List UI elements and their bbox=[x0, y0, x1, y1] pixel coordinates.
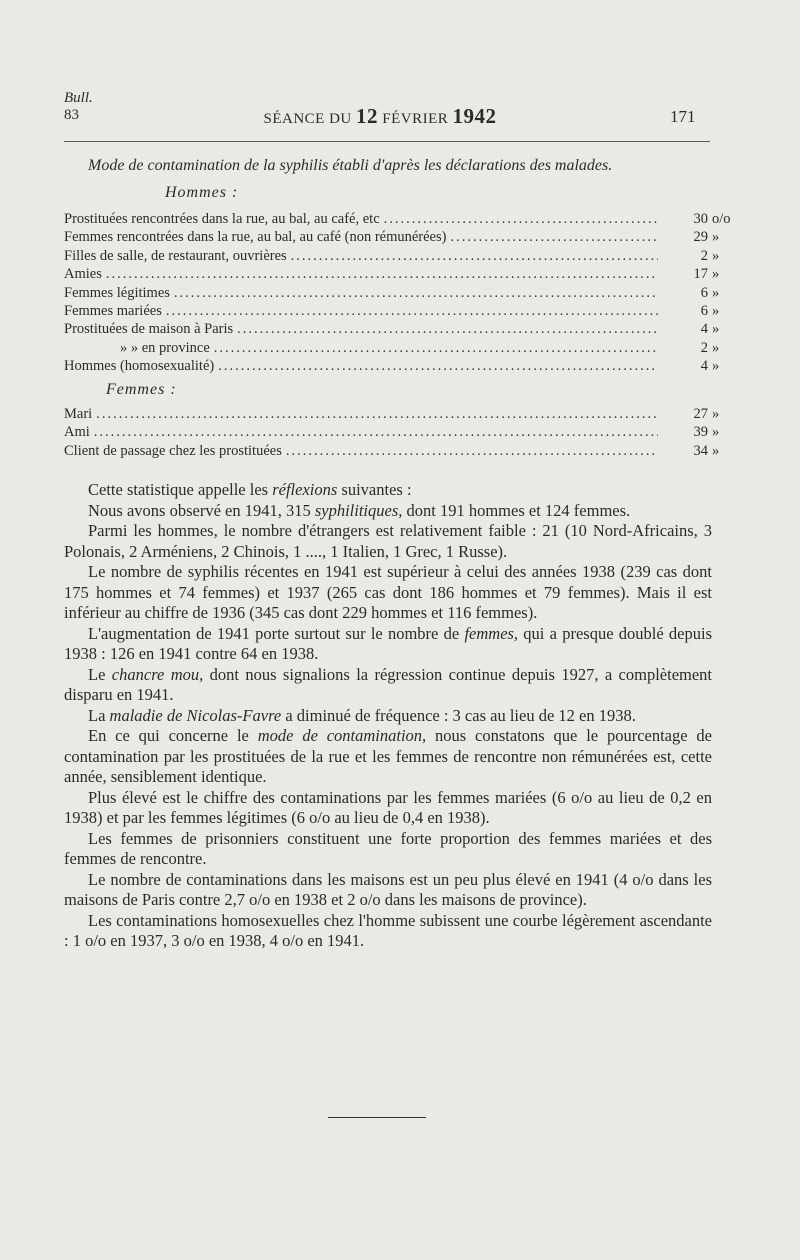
stat-label: Prostituées de maison à Paris bbox=[64, 321, 234, 338]
stat-label: » » en province bbox=[120, 339, 210, 356]
paragraph: La maladie de Nicolas-Favre a diminué de fréquence : 3 cas au lieu de 12 en 1938. bbox=[88, 705, 636, 725]
stat-value: 2 bbox=[700, 339, 708, 356]
running-title-day: 12 bbox=[356, 104, 378, 128]
stat-row: Femmes mariées ..... 6 » bbox=[64, 302, 712, 320]
bulletin-reference bbox=[64, 90, 93, 124]
stat-row: Filles de salle, de restaurant, ouvrières ..... 2 » bbox=[64, 247, 712, 265]
paragraph: En ce qui concerne le mode de contamination, nous constatons que le pourcentage de contamination par les prostituées de la rue et les femmes de rencontre non rémunérées est, cette année, sensiblement identique. bbox=[64, 726, 712, 786]
dot-leader bbox=[94, 423, 658, 441]
table-caption: Mode de contamination de la syphilis établi d'après les déclarations des malades. bbox=[88, 157, 613, 174]
stat-value: 29 bbox=[693, 229, 708, 246]
stat-label: Filles de salle, de restaurant, ouvrières bbox=[64, 247, 287, 264]
stat-row: Amies ..... 17 » bbox=[64, 265, 712, 283]
dot-leader bbox=[96, 405, 658, 423]
stat-value: 2 bbox=[700, 247, 708, 264]
dot-leader bbox=[166, 302, 658, 320]
stat-value: 30 bbox=[693, 211, 708, 227]
stat-row: Prostituées de maison à Paris ..... 4 » bbox=[64, 320, 712, 338]
stat-row: Femmes légitimes ..... 6 » bbox=[64, 284, 712, 302]
stat-value: 27 bbox=[693, 406, 708, 422]
stat-row: Ami ..... 39 » bbox=[64, 423, 712, 441]
end-rule bbox=[328, 1117, 426, 1118]
stat-label: Amies bbox=[64, 266, 102, 283]
stat-label: Ami bbox=[64, 424, 90, 441]
stat-value: 34 bbox=[693, 442, 708, 459]
bulletin-abbrev: Bull. bbox=[64, 90, 93, 106]
stat-label: Client de passage chez les prostituées bbox=[64, 442, 282, 459]
dot-leader bbox=[450, 228, 658, 246]
paragraph: Nous avons observé en 1941, 315 syphilitiques, dont 191 hommes et 124 femmes. bbox=[88, 500, 631, 520]
stat-row: Mari ..... 27 » bbox=[64, 405, 712, 423]
paragraph: Cette statistique appelle les réflexions suivantes : bbox=[88, 480, 412, 499]
hommes-heading: Hommes : bbox=[165, 184, 239, 201]
femmes-stats-list bbox=[64, 405, 720, 460]
paragraph: Plus élevé est le chiffre des contaminations par les femmes mariées (6 o/o au lieu de 0,2 en 1938) et par les femmes légitimes (6 o/o au lieu de 0,4 en 1938). bbox=[64, 787, 712, 827]
dot-leader bbox=[384, 210, 658, 228]
stat-value: 4 bbox=[700, 321, 708, 338]
femmes-heading: Femmes : bbox=[106, 381, 177, 398]
stat-value: 39 bbox=[693, 424, 708, 441]
stat-label: Femmes mariées bbox=[64, 302, 162, 319]
stat-row: » » en province ..... 2 » bbox=[64, 339, 712, 357]
stat-row: Hommes (homosexualité) ..... 4 » bbox=[64, 357, 712, 375]
stat-row: Prostituées rencontrées dans la rue, au bal, au café, etc ..... 30 o/o bbox=[64, 210, 712, 228]
running-title-year: 1942 bbox=[452, 104, 497, 128]
running-title bbox=[260, 104, 500, 129]
running-title-prefix: SÉANCE DU bbox=[263, 111, 356, 127]
running-title-month: FÉVRIER bbox=[378, 111, 453, 127]
stat-label: Hommes (homosexualité) bbox=[64, 358, 215, 375]
header-rule bbox=[64, 141, 710, 142]
stat-value: 17 bbox=[693, 266, 708, 283]
page-number: 171 bbox=[670, 107, 696, 126]
stat-value: 6 bbox=[700, 284, 708, 301]
stat-row: Client de passage chez les prostituées ..... 34 » bbox=[64, 442, 712, 460]
paragraph: L'augmentation de 1941 porte surtout sur le nombre de femmes, qui a presque doublé depuis 1938 : 126 en 1941 contre 64 en 1938. bbox=[64, 623, 713, 663]
paragraph: Le chancre mou, dont nous signalions la régression continue depuis 1927, a complètement disparu en 1941. bbox=[64, 664, 713, 704]
paragraph: Le nombre de contaminations dans les maisons est un peu plus élevé en 1941 (4 o/o dans les maisons de Paris contre 2,7 o/o en 1938 et 2 o/o dans les maisons de province). bbox=[64, 869, 712, 909]
dot-leader bbox=[286, 442, 658, 460]
dot-leader bbox=[218, 357, 658, 375]
stat-label: Prostituées rencontrées dans la rue, au bal, au café, etc bbox=[64, 211, 380, 227]
body-text bbox=[64, 480, 712, 952]
paragraph: Parmi les hommes, le nombre d'étrangers est relativement faible : 21 (10 Nord-Africains, 3 Polonais, 2 Arméniens, 2 Chinois, 1 ...., 1 Italien, 1 Grec, 1 Russe). bbox=[64, 521, 712, 561]
bulletin-number: 83 bbox=[64, 107, 79, 123]
hommes-stats-list bbox=[64, 210, 731, 376]
stat-label: Femmes rencontrées dans la rue, au bal, au café (non rémunérées) bbox=[64, 229, 447, 246]
stat-value: 6 bbox=[700, 302, 708, 319]
dot-leader bbox=[106, 265, 658, 283]
paragraph: Les contaminations homosexuelles chez l'homme subissent une courbe légèrement ascendante : 1 o/o en 1937, 3 o/o en 1938, 4 o/o en 1941. bbox=[64, 910, 712, 950]
paragraph: Le nombre de syphilis récentes en 1941 est supérieur à celui des années 1938 (239 cas dont 175 hommes et 74 femmes) et 1937 (265 cas dont 186 hommes et 79 femmes). Mais il est inférieur au chiffre de 1936 (345 cas dont 229 hommes et 116 femmes). bbox=[64, 562, 712, 622]
dot-leader bbox=[291, 247, 658, 265]
stat-value: 4 bbox=[700, 358, 708, 375]
dot-leader bbox=[214, 339, 658, 357]
paragraph: Les femmes de prisonniers constituent une forte proportion des femmes mariées et des femmes de rencontre. bbox=[64, 828, 712, 868]
dot-leader bbox=[237, 320, 658, 338]
stat-label: Femmes légitimes bbox=[64, 284, 170, 301]
stat-label: Mari bbox=[64, 406, 93, 422]
stat-row: Femmes rencontrées dans la rue, au bal, au café (non rémunérées) ..... 29 » bbox=[64, 228, 712, 246]
dot-leader bbox=[174, 284, 658, 302]
